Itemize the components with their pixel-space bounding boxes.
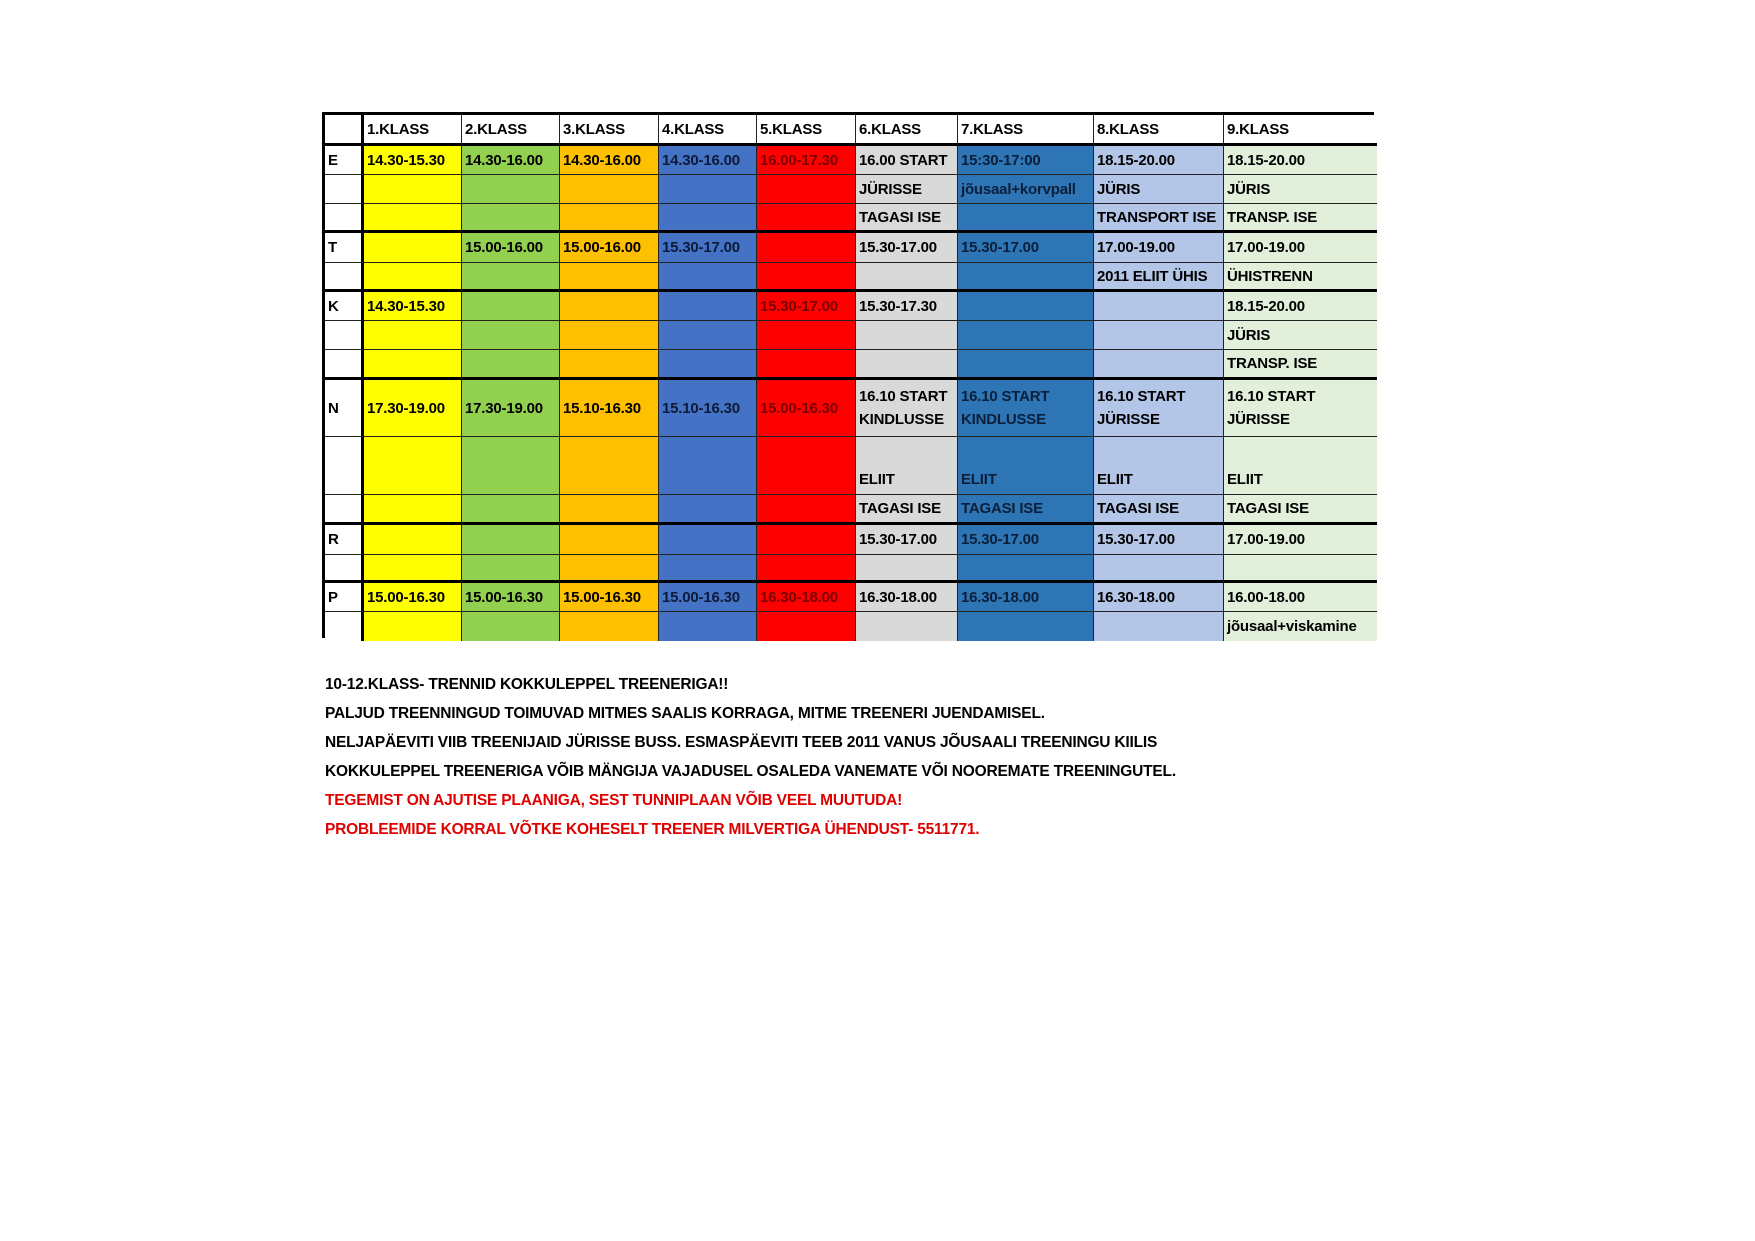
schedule-cell	[757, 233, 856, 263]
schedule-cell	[364, 525, 462, 555]
schedule-cell	[958, 263, 1094, 292]
schedule-cell	[364, 437, 462, 495]
schedule-cell	[560, 204, 659, 233]
schedule-cell: TRANSPORT ISE	[1094, 204, 1224, 233]
schedule-cell	[659, 292, 757, 321]
schedule-cell: 17.30-19.00	[364, 380, 462, 437]
schedule-cell: 16.30-18.00	[958, 583, 1094, 612]
schedule-cell	[757, 204, 856, 233]
column-header-klass-1: 1.KLASS	[364, 115, 462, 146]
schedule-cell	[560, 175, 659, 204]
schedule-cell	[462, 350, 560, 380]
schedule-cell: 15.00-16.30	[757, 380, 856, 437]
schedule-cell	[958, 321, 1094, 350]
schedule-cell	[560, 321, 659, 350]
schedule-cell	[364, 233, 462, 263]
schedule-cell-line: JÜRISSE	[1227, 411, 1290, 428]
schedule-cell	[462, 495, 560, 525]
schedule-cell: JÜRIS	[1094, 175, 1224, 204]
schedule-cell	[1094, 555, 1224, 583]
schedule-cell	[757, 495, 856, 525]
schedule-cell: 15.30-17.00	[757, 292, 856, 321]
schedule-cell-line: 16.10 START	[1097, 388, 1186, 405]
schedule-cell	[659, 350, 757, 380]
day-label-empty	[325, 263, 364, 292]
schedule-cell: 14.30-15.30	[364, 146, 462, 175]
day-label-t: T	[325, 233, 364, 263]
schedule-cell: JÜRIS	[1224, 175, 1377, 204]
schedule-cell	[856, 263, 958, 292]
schedule-cell	[856, 555, 958, 583]
schedule-cell	[757, 612, 856, 641]
schedule-cell	[856, 612, 958, 641]
column-header-klass-9: 9.KLASS	[1224, 115, 1377, 146]
schedule-cell-line: KINDLUSSE	[859, 411, 944, 428]
day-label-empty	[325, 555, 364, 583]
schedule-cell	[757, 350, 856, 380]
schedule-cell	[462, 437, 560, 495]
schedule-cell: 15.30-17.30	[856, 292, 958, 321]
schedule-cell	[462, 555, 560, 583]
schedule-cell	[462, 175, 560, 204]
schedule-cell	[1224, 380, 1377, 437]
schedule-cell: TAGASI ISE	[856, 204, 958, 233]
schedule-cell: 17.00-19.00	[1094, 233, 1224, 263]
schedule-cell: TAGASI ISE	[1094, 495, 1224, 525]
day-label-r: R	[325, 525, 364, 555]
schedule-cell	[462, 204, 560, 233]
schedule-cell: 16.30-18.00	[1094, 583, 1224, 612]
schedule-cell	[364, 175, 462, 204]
schedule-cell: 15.30-17.00	[1094, 525, 1224, 555]
schedule-cell	[462, 292, 560, 321]
schedule-cell-line: 16.10 START	[859, 388, 948, 405]
schedule-cell: 14.30-16.00	[659, 146, 757, 175]
schedule-cell: ELIIT	[1094, 437, 1224, 495]
schedule-cell	[560, 495, 659, 525]
schedule-cell: 17.00-19.00	[1224, 525, 1377, 555]
schedule-cell	[364, 263, 462, 292]
schedule-cell: 17.00-19.00	[1224, 233, 1377, 263]
note-line: PALJUD TREENNINGUD TOIMUVAD MITMES SAALIS KORRAGA, MITME TREENERI JUENDAMISEL.	[325, 705, 1045, 722]
day-label-empty	[325, 612, 364, 641]
schedule-cell: ELIIT	[958, 437, 1094, 495]
schedule-cell	[659, 321, 757, 350]
schedule-cell	[1094, 612, 1224, 641]
schedule-cell: TAGASI ISE	[1224, 495, 1377, 525]
schedule-cell	[958, 350, 1094, 380]
schedule-cell: 15.10-16.30	[659, 380, 757, 437]
schedule-cell: ÜHISTRENN	[1224, 263, 1377, 292]
training-schedule-table	[322, 112, 1374, 638]
notes-section	[325, 672, 1176, 846]
schedule-cell	[560, 263, 659, 292]
column-header-klass-3: 3.KLASS	[560, 115, 659, 146]
schedule-cell: jõusaal+korvpall	[958, 175, 1094, 204]
schedule-cell: 2011 ELIIT ÜHIS	[1094, 263, 1224, 292]
schedule-cell: JÜRIS	[1224, 321, 1377, 350]
schedule-cell	[560, 525, 659, 555]
schedule-cell	[462, 525, 560, 555]
schedule-cell	[958, 612, 1094, 641]
schedule-cell: 14.30-15.30	[364, 292, 462, 321]
schedule-cell: 15:30-17:00	[958, 146, 1094, 175]
schedule-cell	[659, 263, 757, 292]
schedule-cell-line: 16.10 START	[1227, 388, 1316, 405]
day-label-k: K	[325, 292, 364, 321]
header-corner-cell	[325, 115, 364, 146]
schedule-cell	[659, 175, 757, 204]
schedule-cell: 18.15-20.00	[1094, 146, 1224, 175]
schedule-cell: 16.30-18.00	[856, 583, 958, 612]
schedule-cell	[856, 380, 958, 437]
schedule-cell: 15.00-16.30	[364, 583, 462, 612]
schedule-cell: 15.30-17.00	[659, 233, 757, 263]
schedule-cell	[364, 350, 462, 380]
schedule-cell	[856, 321, 958, 350]
schedule-cell	[659, 555, 757, 583]
day-label-empty	[325, 495, 364, 525]
schedule-cell	[757, 263, 856, 292]
schedule-cell-line: JÜRISSE	[1097, 411, 1160, 428]
schedule-cell: 15.00-16.00	[560, 233, 659, 263]
schedule-cell	[958, 204, 1094, 233]
schedule-cell	[659, 525, 757, 555]
schedule-cell	[659, 204, 757, 233]
schedule-cell	[659, 437, 757, 495]
schedule-cell	[757, 175, 856, 204]
schedule-cell	[757, 437, 856, 495]
schedule-cell	[560, 612, 659, 641]
schedule-cell: 16.30-18.00	[757, 583, 856, 612]
schedule-cell	[856, 350, 958, 380]
schedule-cell: 14.30-16.00	[462, 146, 560, 175]
schedule-cell: 15.30-17.00	[958, 233, 1094, 263]
schedule-cell: 15.00-16.30	[462, 583, 560, 612]
schedule-cell	[364, 555, 462, 583]
schedule-cell	[757, 555, 856, 583]
schedule-cell-line: KINDLUSSE	[961, 411, 1046, 428]
schedule-cell: 18.15-20.00	[1224, 146, 1377, 175]
column-header-klass-2: 2.KLASS	[462, 115, 560, 146]
schedule-cell	[659, 495, 757, 525]
schedule-cell: TAGASI ISE	[856, 495, 958, 525]
schedule-cell	[659, 612, 757, 641]
schedule-cell	[958, 380, 1094, 437]
note-line: NELJAPÄEVITI VIIB TREENIJAID JÜRISSE BUSS. ESMASPÄEVITI TEEB 2011 VANUS JÕUSAALI TREENINGU KIILIS	[325, 734, 1158, 751]
schedule-cell	[462, 263, 560, 292]
note-line: KOKKULEPPEL TREENERIGA VÕIB MÄNGIJA VAJADUSEL OSALEDA VANEMATE VÕI NOOREMATE TREENINGUTEL.	[325, 763, 1176, 780]
schedule-cell	[1094, 380, 1224, 437]
schedule-cell: 15.00-16.30	[659, 583, 757, 612]
schedule-cell: JÜRISSE	[856, 175, 958, 204]
column-header-klass-6: 6.KLASS	[856, 115, 958, 146]
note-line: 10-12.KLASS- TRENNID KOKKULEPPEL TREENERIGA!!	[325, 676, 729, 693]
schedule-cell: 14.30-16.00	[560, 146, 659, 175]
schedule-cell	[364, 321, 462, 350]
day-label-n: N	[325, 380, 364, 437]
schedule-cell: 16.00-18.00	[1224, 583, 1377, 612]
schedule-cell	[560, 437, 659, 495]
day-label-empty	[325, 175, 364, 204]
warning-note-line: PROBLEEMIDE KORRAL VÕTKE KOHESELT TREENER MILVERTIGA ÜHENDUST- 5511771.	[325, 821, 980, 838]
schedule-cell	[1094, 292, 1224, 321]
schedule-cell: 16.00-17.30	[757, 146, 856, 175]
schedule-cell: 15.30-17.00	[856, 525, 958, 555]
schedule-cell: 15.00-16.00	[462, 233, 560, 263]
schedule-cell: 16.00 START	[856, 146, 958, 175]
schedule-cell: 15.30-17.00	[856, 233, 958, 263]
schedule-cell: ELIIT	[1224, 437, 1377, 495]
day-label-e: E	[325, 146, 364, 175]
schedule-cell	[462, 612, 560, 641]
schedule-cell	[1224, 555, 1377, 583]
schedule-cell: ELIIT	[856, 437, 958, 495]
schedule-cell: jõusaal+viskamine	[1224, 612, 1377, 641]
schedule-cell	[560, 350, 659, 380]
schedule-cell	[560, 555, 659, 583]
schedule-cell	[1094, 321, 1224, 350]
schedule-cell	[1094, 350, 1224, 380]
schedule-cell	[462, 321, 560, 350]
column-header-klass-7: 7.KLASS	[958, 115, 1094, 146]
day-label-empty	[325, 204, 364, 233]
schedule-cell: 18.15-20.00	[1224, 292, 1377, 321]
day-label-empty	[325, 321, 364, 350]
schedule-cell	[364, 612, 462, 641]
column-header-klass-4: 4.KLASS	[659, 115, 757, 146]
schedule-cell	[757, 321, 856, 350]
day-label-empty	[325, 350, 364, 380]
schedule-cell: TAGASI ISE	[958, 495, 1094, 525]
day-label-p: P	[325, 583, 364, 612]
column-header-klass-8: 8.KLASS	[1094, 115, 1224, 146]
schedule-cell	[958, 292, 1094, 321]
warning-note-line: TEGEMIST ON AJUTISE PLAANIGA, SEST TUNNIPLAAN VÕIB VEEL MUUTUDA!	[325, 792, 903, 809]
schedule-cell: TRANSP. ISE	[1224, 204, 1377, 233]
schedule-cell: 15.10-16.30	[560, 380, 659, 437]
schedule-cell-line: 16.10 START	[961, 388, 1050, 405]
schedule-cell	[560, 292, 659, 321]
schedule-cell	[364, 204, 462, 233]
schedule-cell	[757, 525, 856, 555]
schedule-cell: 17.30-19.00	[462, 380, 560, 437]
column-header-klass-5: 5.KLASS	[757, 115, 856, 146]
schedule-cell: 15.30-17.00	[958, 525, 1094, 555]
schedule-cell: 15.00-16.30	[560, 583, 659, 612]
schedule-cell: TRANSP. ISE	[1224, 350, 1377, 380]
day-label-empty	[325, 437, 364, 495]
schedule-cell	[958, 555, 1094, 583]
schedule-cell	[364, 495, 462, 525]
